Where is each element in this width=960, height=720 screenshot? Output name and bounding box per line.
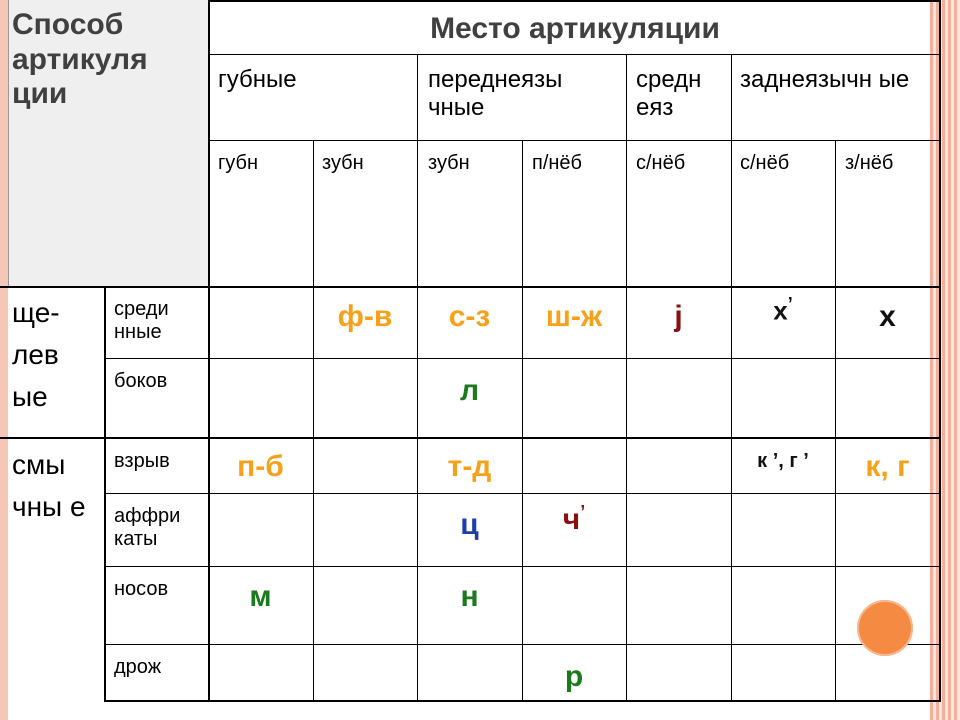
row-label-plosive: взрыв bbox=[114, 450, 170, 472]
sound-k-g: к, г bbox=[865, 450, 910, 483]
sound-m: м bbox=[249, 580, 272, 613]
sound-sh-zh: ш-ж bbox=[545, 300, 603, 333]
sound-ch-letter: ч bbox=[562, 503, 581, 536]
sound-p-b: п-б bbox=[237, 450, 284, 483]
sound-j: j bbox=[674, 300, 683, 333]
right-decor-stripes bbox=[930, 0, 960, 720]
row-label-median: среди нные bbox=[114, 298, 169, 343]
sound-x-soft bbox=[731, 294, 835, 327]
sound-ch bbox=[522, 502, 626, 537]
method-header: Способ артикуля ции bbox=[12, 8, 148, 110]
sound-s-z: с-з bbox=[448, 300, 491, 333]
row-group-stop: смы чны е bbox=[12, 449, 86, 522]
row-label-affricate: аффри каты bbox=[114, 505, 181, 550]
group-back-lingual: заднеязычн ые bbox=[740, 66, 910, 93]
sound-l: л bbox=[459, 374, 480, 407]
subcol-header: зубн bbox=[322, 152, 364, 174]
sound-ts: ц bbox=[460, 508, 479, 541]
subcol-header: зубн bbox=[428, 152, 470, 174]
softness-mark: ’ bbox=[580, 502, 586, 522]
group-labial: губные bbox=[218, 66, 297, 93]
sound-k-g-soft: к ’, г ’ bbox=[757, 450, 809, 472]
left-decor-strip bbox=[0, 0, 8, 720]
sound-x-soft-letter: x bbox=[773, 295, 788, 326]
subcol-header: п/нёб bbox=[532, 152, 583, 174]
sound-n: н bbox=[460, 580, 479, 613]
sound-t-d: т-д bbox=[447, 450, 492, 483]
place-header: Место артикуляции bbox=[430, 12, 720, 45]
row-label-nasal: носов bbox=[114, 578, 169, 600]
sound-r: р bbox=[564, 660, 584, 693]
row-label-lateral: боков bbox=[114, 370, 168, 392]
subcol-header: губн bbox=[218, 152, 259, 174]
row-group-fricative: ще- лев ые bbox=[12, 297, 60, 412]
row-label-trill: дрож bbox=[114, 656, 162, 678]
decorative-circle bbox=[857, 600, 913, 656]
sound-x: x bbox=[879, 300, 896, 333]
sound-f-v: ф-в bbox=[337, 300, 393, 333]
subcol-header: с/нёб bbox=[636, 152, 686, 174]
softness-mark: ’ bbox=[787, 294, 793, 314]
group-middle-lingual: средн еяз bbox=[636, 66, 702, 121]
group-front-lingual: переднеязы чные bbox=[428, 66, 563, 121]
subcol-header: с/нёб bbox=[740, 152, 790, 174]
subcol-header: з/нёб bbox=[845, 152, 894, 174]
